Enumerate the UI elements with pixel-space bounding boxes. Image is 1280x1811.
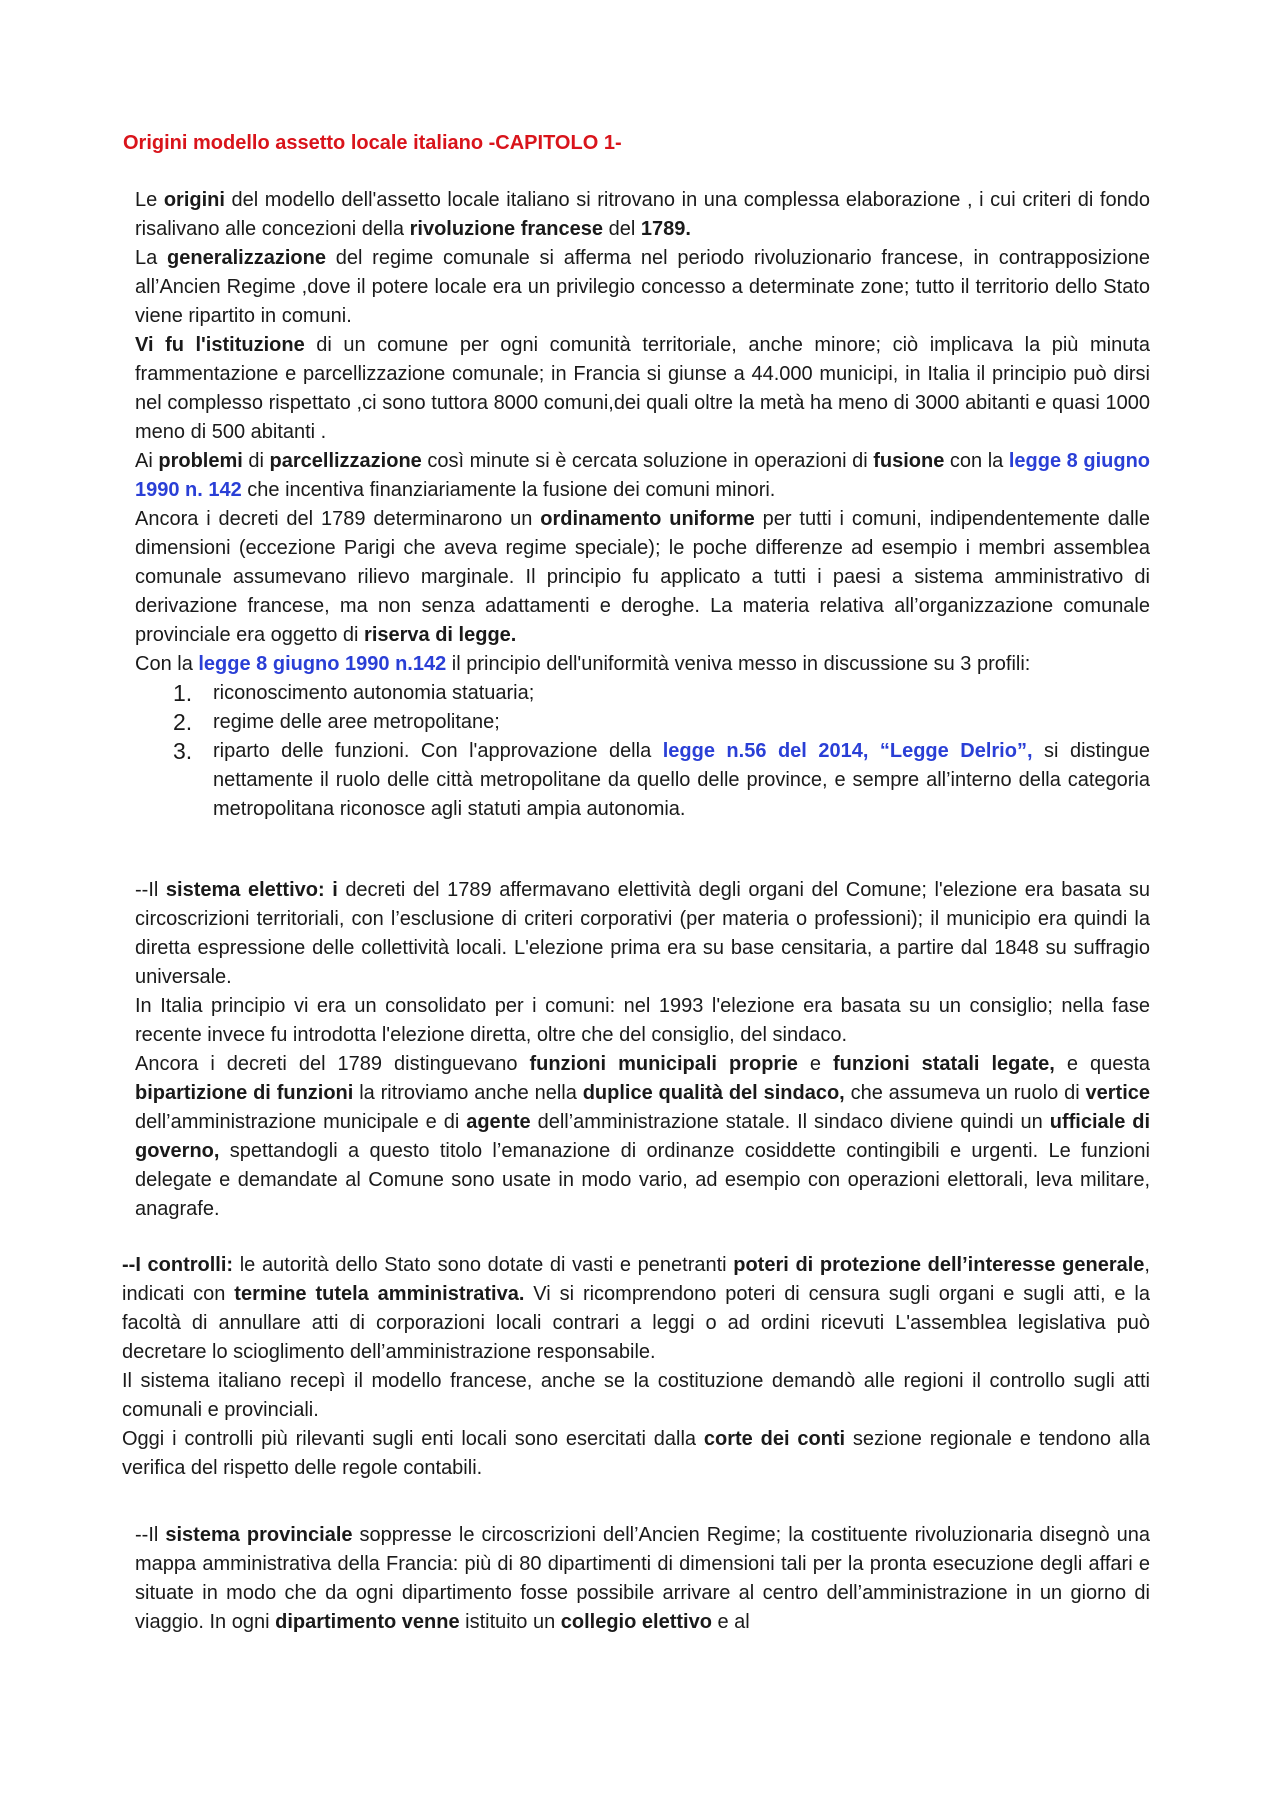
paragraph: Vi fu l'istituzione di un comune per ogni comunità territoriale, anche minore; ciò implicava la più minuta frammentazione e parcellizzazione comunale; in Francia si giunse a 44.000 municipi, in Italia il principio può dirsi nel complesso rispettato ,ci sono tuttora 8000 comuni,dei quali oltre la metà ha meno di 3000 abitanti e quasi 1000 meno di 500 abitanti . bbox=[135, 334, 1150, 443]
paragraph: In Italia principio vi era un consolidato per i comuni: nel 1993 l'elezione era basata su un consiglio; nella fase recente invece fu introdotta l'elezione diretta, oltre che del consiglio, del sindaco. bbox=[135, 995, 1150, 1046]
list-item: 3. riparto delle funzioni. Con l'approvazione della legge n.56 del 2014, “Legge Delrio”, si distingue nettamente il ruolo delle città metropolitane da quello delle province, e sempre all’interno della categoria metropolitana riconosce agli statuti ampia autonomia. bbox=[173, 738, 1151, 820]
numbered-list bbox=[135, 679, 1150, 824]
section-sistema-provinciale bbox=[135, 1521, 1150, 1637]
section-controlli bbox=[122, 1251, 1150, 1483]
section-sistema-elettivo bbox=[135, 876, 1150, 1224]
list-item: 2. regime delle aree metropolitane; bbox=[173, 709, 500, 735]
chapter-title: Origini modello assetto locale italiano -CAPITOLO 1- bbox=[123, 132, 622, 154]
law-link[interactable]: legge 8 giugno 1990 n. 142 bbox=[135, 450, 1151, 501]
law-link[interactable]: legge 8 giugno 1990 n.142 bbox=[198, 653, 447, 675]
law-link[interactable]: legge n.56 del 2014, “Legge Delrio”, bbox=[662, 740, 1033, 762]
paragraph: Le origini del modello dell'assetto locale italiano si ritrovano in una complessa elaborazione , i cui criteri di fondo risalivano alle concezioni della rivoluzione francese del 1789. bbox=[135, 189, 1150, 240]
paragraph: --I controlli: le autorità dello Stato sono dotate di vasti e penetranti poteri di protezione dell’interesse generale, indicati con termine tutela amministrativa. Vi si ricomprendono poteri di censura sugli organi e sugli atti, e la facoltà di annullare atti di corporazioni locali contrari a leggi o ad ordini ricevuti L'assemblea legislativa può decretare lo scioglimento dell’amministrazione responsabile. bbox=[122, 1254, 1150, 1363]
paragraph: La generalizzazione del regime comunale si afferma nel periodo rivoluzionario francese, in contrapposizione all’Ancien Regime ,dove il potere locale era un privilegio concesso a determinate zone; tutto il territorio dello Stato viene ripartito in comuni. bbox=[135, 247, 1150, 327]
paragraph: Ancora i decreti del 1789 distinguevano funzioni municipali proprie e funzioni statali legate, e questa bipartizione di funzioni la ritroviamo anche nella duplice qualità del sindaco, che assumeva un ruolo di vertice dell’amministrazione municipale e di agente dell’amministrazione statale. Il sindaco diviene quindi un ufficiale di governo, spettandogli a questo titolo l’emanazione di ordinanze cosiddette contingibili e urgenti. Le funzioni delegate e demandate al Comune sono usate in modo vario, ad esempio con operazioni elettorali, leva militare, anagrafe. bbox=[135, 1053, 1151, 1220]
paragraph: Oggi i controlli più rilevanti sugli enti locali sono esercitati dalla corte dei conti sezione regionale e tendono alla verifica del rispetto delle regole contabili. bbox=[122, 1428, 1150, 1479]
paragraph: --Il sistema elettivo: i decreti del 1789 affermavano elettività degli organi del Comune; l'elezione era basata su circoscrizioni territoriali, con l’esclusione di criteri corporativi (per materia o professioni); il municipio era quindi la diretta espressione delle collettività locali. L'elezione prima era su base censitaria, a partire dal 1848 su suffragio universale. bbox=[135, 879, 1150, 988]
list-number: 2. bbox=[173, 709, 193, 735]
paragraph: Con la legge 8 giugno 1990 n.142 il principio dell'uniformità veniva messo in discussione su 3 profili: bbox=[135, 653, 1031, 675]
list-item: 1. riconoscimento autonomia statuaria; bbox=[173, 680, 535, 706]
paragraph: --Il sistema provinciale soppresse le circoscrizioni dell’Ancien Regime; la costituente rivoluzionaria disegnò una mappa amministrativa della Francia: più di 80 dipartimenti di dimensioni tali per la pronta esecuzione degli affari e situate in modo che da ogni dipartimento fosse possibile arrivare al centro dell’amministrazione in un giorno di viaggio. In ogni dipartimento venne istituito un collegio elettivo e al bbox=[135, 1524, 1150, 1633]
section-origini bbox=[135, 186, 1150, 824]
list-number: 1. bbox=[173, 680, 193, 706]
paragraph: Il sistema italiano recepì il modello francese, anche se la costituzione demandò alle regioni il controllo sugli atti comunali e provinciali. bbox=[122, 1370, 1150, 1421]
paragraph: Ancora i decreti del 1789 determinarono un ordinamento uniforme per tutti i comuni, indipendentemente dalle dimensioni (eccezione Parigi che aveva regime speciale); le poche differenze ad esempio i membri assemblea comunale assumevano rilievo marginale. Il principio fu applicato a tutti i paesi a sistema amministrativo di derivazione francese, ma non senza adattamenti e deroghe. La materia relativa all’organizzazione comunale provinciale era oggetto di riserva di legge. bbox=[135, 508, 1150, 646]
paragraph: Ai problemi di parcellizzazione così minute si è cercata soluzione in operazioni di fusione con la legge 8 giugno 1990 n. 142 che incentiva finanziariamente la fusione dei comuni minori. bbox=[135, 450, 1151, 501]
list-number: 3. bbox=[173, 738, 193, 764]
